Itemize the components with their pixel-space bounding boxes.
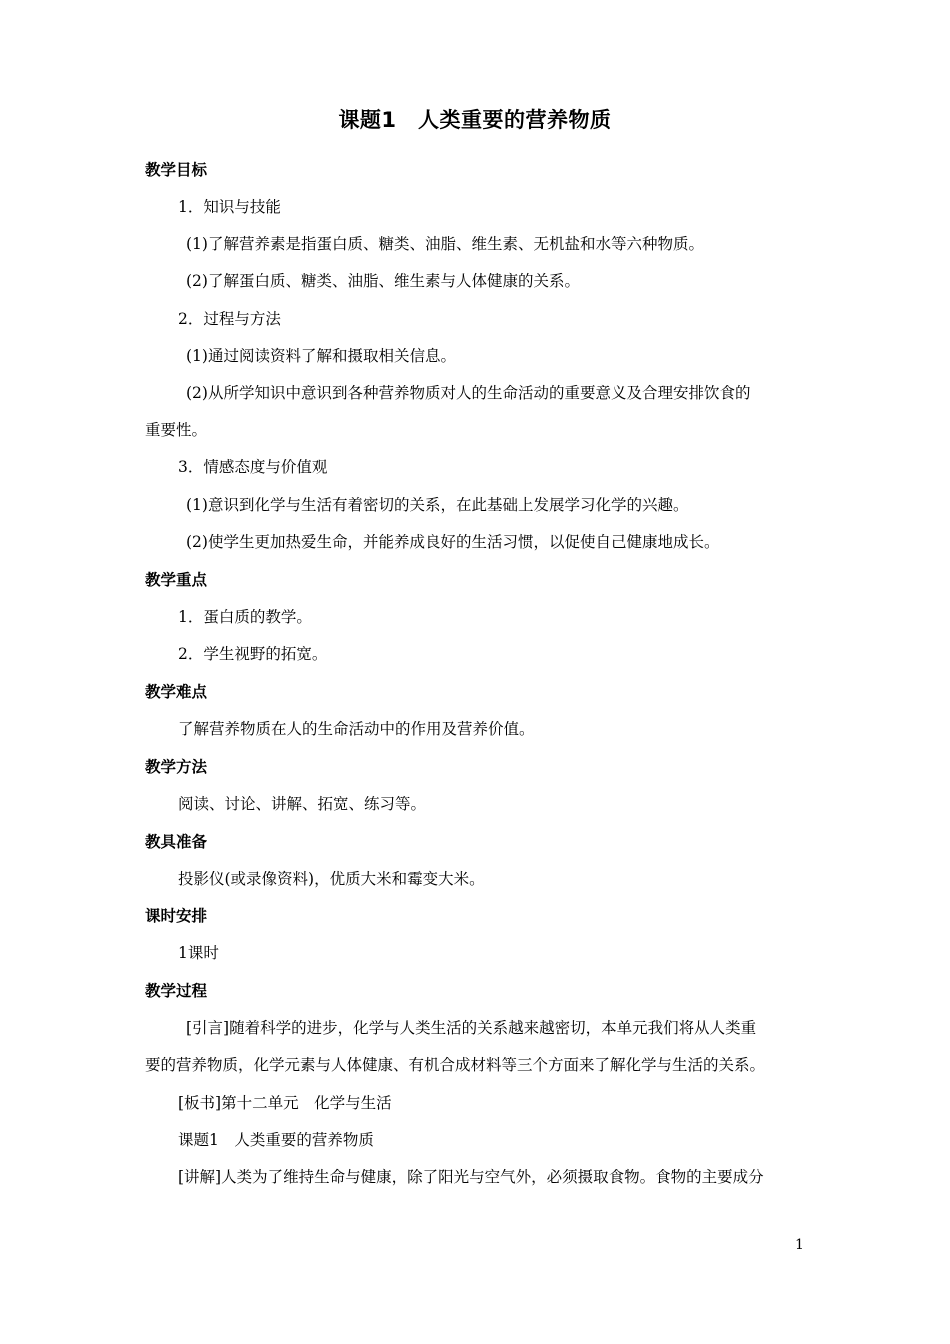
section-heading-schedule: 课时安排 xyxy=(145,907,208,925)
text-line: [引言]随着科学的进步，化学与人类生活的关系越来越密切，本单元我们将从人类重 xyxy=(186,1019,757,1037)
text-line: (2)了解蛋白质、糖类、油脂、维生素与人体健康的关系。 xyxy=(186,272,580,290)
text-line: 阅读、讨论、讲解、拓宽、练习等。 xyxy=(178,795,427,813)
text-line: 了解营养物质在人的生命活动中的作用及营养价值。 xyxy=(178,720,535,738)
text-line: (1)了解营养素是指蛋白质、糖类、油脂、维生素、无机盐和水等六种物质。 xyxy=(186,235,704,253)
text-line: (1)通过阅读资料了解和摄取相关信息。 xyxy=(186,347,456,365)
text-line: 3．情感态度与价值观 xyxy=(178,458,328,476)
text-line: (2)从所学知识中意识到各种营养物质对人的生命活动的重要意义及合理安排饮食的 xyxy=(186,384,751,402)
section-heading-tools: 教具准备 xyxy=(145,833,208,851)
page-number: 1 xyxy=(795,1237,804,1253)
text-line: 2．学生视野的拓宽。 xyxy=(178,645,328,663)
text-line: [讲解]人类为了维持生命与健康，除了阳光与空气外，必须摄取食物。食物的主要成分 xyxy=(178,1168,764,1186)
text-line: 投影仪(或录像资料)，优质大米和霉变大米。 xyxy=(178,870,485,888)
section-heading-objectives: 教学目标 xyxy=(145,161,208,179)
text-line: 1课时 xyxy=(178,944,219,962)
section-heading-key-points: 教学重点 xyxy=(145,571,208,589)
text-line: [板书]第十二单元 化学与生活 xyxy=(178,1094,392,1112)
text-line: 重要性。 xyxy=(145,421,208,439)
section-heading-methods: 教学方法 xyxy=(145,758,208,776)
text-line: 1．知识与技能 xyxy=(178,198,281,216)
section-heading-difficulties: 教学难点 xyxy=(145,683,208,701)
text-line: 1．蛋白质的教学。 xyxy=(178,608,312,626)
text-line: 2．过程与方法 xyxy=(178,310,281,328)
text-line: 要的营养物质，化学元素与人体健康、有机合成材料等三个方面来了解化学与生活的关系。 xyxy=(145,1056,766,1074)
section-heading-process: 教学过程 xyxy=(145,982,208,1000)
text-line: 课题1 人类重要的营养物质 xyxy=(178,1131,374,1149)
page-title: 课题1 人类重要的营养物质 xyxy=(338,108,612,132)
text-line: (2)使学生更加热爱生命，并能养成良好的生活习惯，以促使自己健康地成长。 xyxy=(186,533,720,551)
text-line: (1)意识到化学与生活有着密切的关系，在此基础上发展学习化学的兴趣。 xyxy=(186,496,689,514)
